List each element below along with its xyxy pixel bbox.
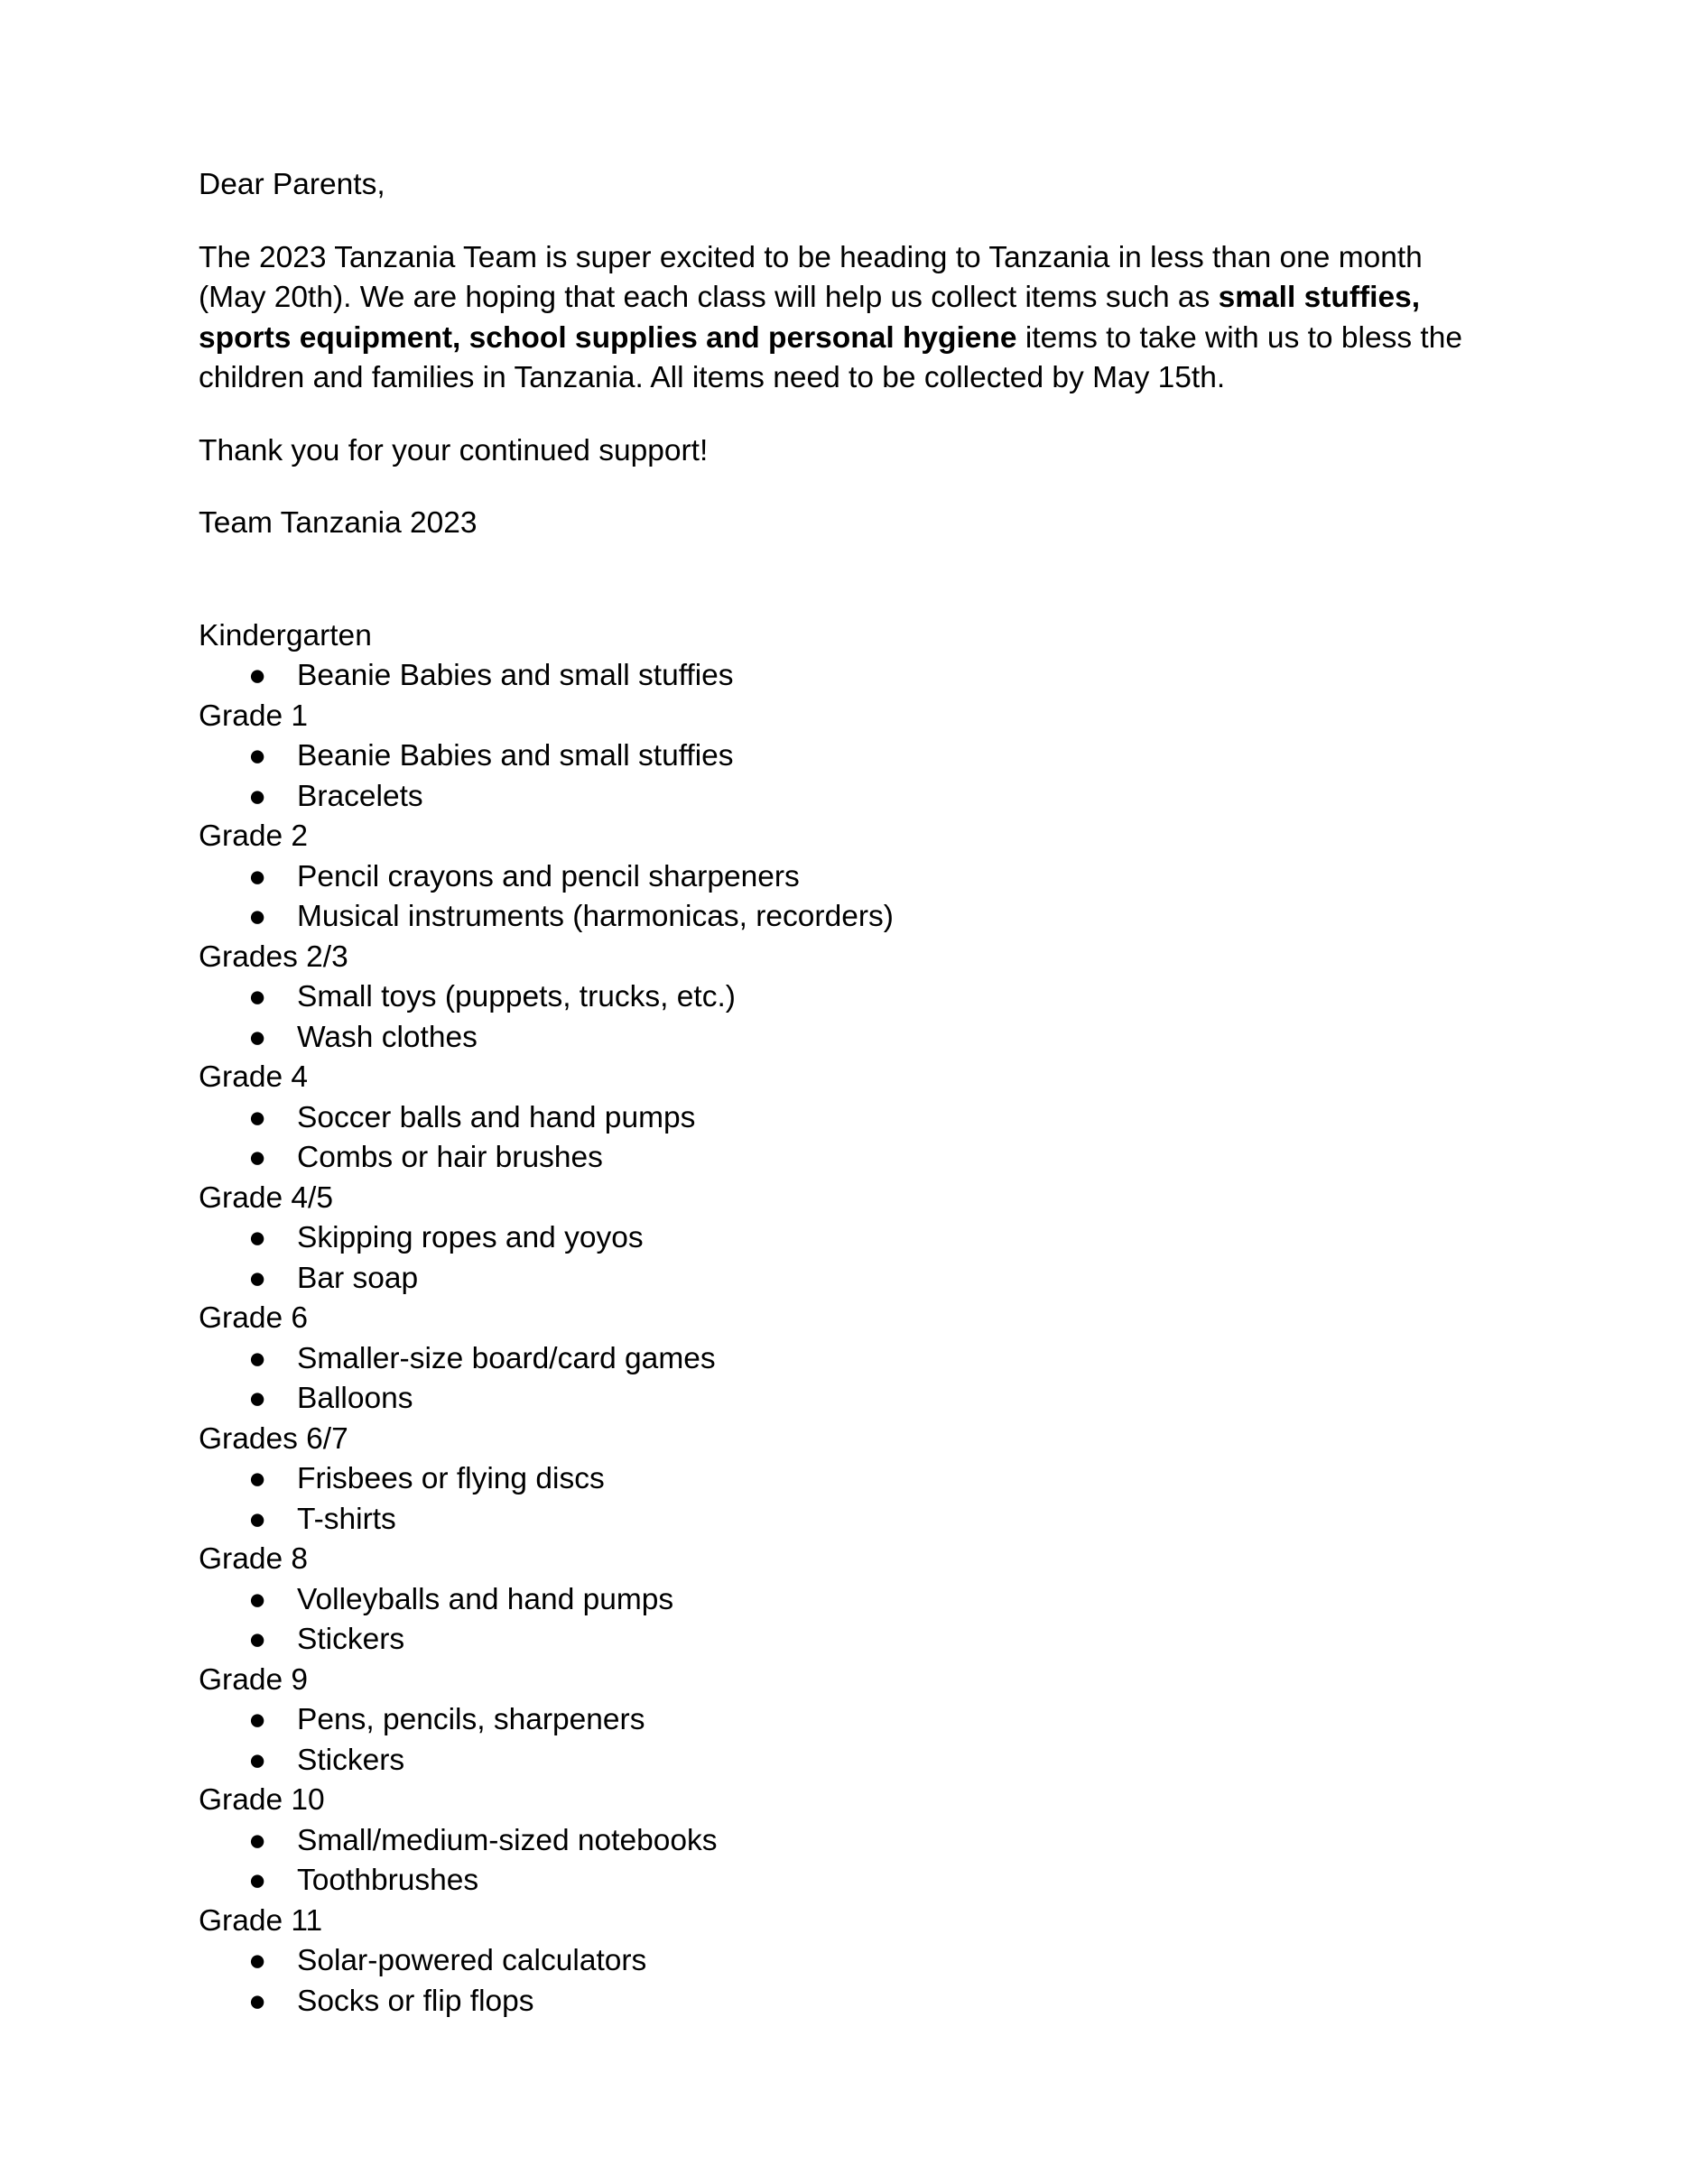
- list-item: [199, 1018, 1489, 1059]
- list-item-text: Smaller-size board/card games: [297, 1341, 716, 1375]
- list-item-text: Stickers: [297, 1623, 405, 1656]
- grade-heading: Grade 4: [199, 1060, 309, 1094]
- list-item: [199, 1741, 1489, 1781]
- grade-section: [199, 938, 1489, 1059]
- bullet-icon: ●: [248, 1984, 267, 2018]
- list-item: [199, 1259, 1489, 1300]
- item-list: [199, 1339, 1489, 1420]
- bullet-icon: ●: [248, 1341, 267, 1375]
- list-item: [199, 977, 1489, 1018]
- grade-section: [199, 1781, 1489, 1902]
- list-item-text: Pens, pencils, sharpeners: [297, 1703, 645, 1736]
- bullet-icon: ●: [248, 1743, 267, 1777]
- list-item: [199, 857, 1489, 898]
- list-item-text: Musical instruments (harmonicas, recorders): [297, 900, 894, 933]
- list-item: [199, 1500, 1489, 1541]
- grade-heading: Grade 8: [199, 1542, 309, 1576]
- thanks-line: Thank you for your continued support!: [199, 433, 709, 467]
- list-item-text: Socks or flip flops: [297, 1984, 534, 2018]
- list-item-text: Solar-powered calculators: [297, 1944, 647, 1977]
- grade-list: [199, 616, 1489, 2022]
- list-item: [199, 1098, 1489, 1139]
- bullet-icon: ●: [248, 900, 267, 933]
- bullet-icon: ●: [248, 739, 267, 773]
- bullet-icon: ●: [248, 1944, 267, 1977]
- list-item-text: Skipping ropes and yoyos: [297, 1221, 644, 1254]
- intro-bold-items: small stuffies, sports equipment, school supplies and personal hygiene: [199, 281, 1421, 355]
- list-item: [199, 1861, 1489, 1902]
- item-list: [199, 1218, 1489, 1299]
- bullet-icon: ●: [248, 1823, 267, 1857]
- bullet-icon: ●: [248, 980, 267, 1013]
- list-item: [199, 1138, 1489, 1179]
- list-item: [199, 1982, 1489, 2022]
- bullet-icon: ●: [248, 1623, 267, 1656]
- bullet-icon: ●: [248, 659, 267, 692]
- document-page: [199, 165, 1489, 2022]
- grade-section: [199, 817, 1489, 938]
- bullet-icon: ●: [248, 1261, 267, 1295]
- item-list: [199, 1821, 1489, 1902]
- list-item: [199, 1700, 1489, 1741]
- intro-text-start: The 2023 Tanzania Team is super excited to be heading to Tanzania in less than one month (May 20th). We are hoping that each class will help us collect items such as: [199, 240, 1423, 314]
- item-list: [199, 1700, 1489, 1781]
- grade-section: [199, 1902, 1489, 2022]
- grade-heading: Grades 2/3: [199, 939, 348, 974]
- grade-section: [199, 616, 1489, 697]
- grade-heading: Grade 1: [199, 699, 309, 733]
- greeting: Dear Parents,: [199, 168, 385, 201]
- list-item: [199, 1339, 1489, 1380]
- list-item: [199, 777, 1489, 818]
- list-item-text: Balloons: [297, 1382, 413, 1415]
- item-list: [199, 977, 1489, 1058]
- list-item-text: Small toys (puppets, trucks, etc.): [297, 980, 736, 1013]
- list-item: [199, 1941, 1489, 1982]
- grade-section: [199, 697, 1489, 818]
- signature: Team Tanzania 2023: [199, 506, 478, 540]
- grade-section: [199, 1179, 1489, 1300]
- list-item: [199, 1620, 1489, 1661]
- item-list: [199, 1098, 1489, 1179]
- grade-section: [199, 1661, 1489, 1781]
- grade-heading: Grade 9: [199, 1662, 309, 1697]
- list-item: [199, 1218, 1489, 1259]
- bullet-icon: ●: [248, 1100, 267, 1134]
- grade-section: [199, 1540, 1489, 1661]
- list-item-text: Toothbrushes: [297, 1864, 479, 1897]
- bullet-icon: ●: [248, 779, 267, 813]
- item-list: [199, 656, 1489, 697]
- list-item-text: Bar soap: [297, 1261, 419, 1295]
- grade-section: [199, 1058, 1489, 1179]
- bullet-icon: ●: [248, 1141, 267, 1174]
- list-item: [199, 1379, 1489, 1420]
- intro-paragraph: [199, 238, 1489, 399]
- intro-text-end: items to take with us to bless the children and families in Tanzania. All items need to be collected by May 15th.: [199, 320, 1462, 394]
- list-item-text: Stickers: [297, 1743, 405, 1777]
- bullet-icon: ●: [248, 1502, 267, 1536]
- list-item-text: Volleyballs and hand pumps: [297, 1582, 674, 1616]
- bullet-icon: ●: [248, 1221, 267, 1254]
- list-item: [199, 1459, 1489, 1500]
- item-list: [199, 1941, 1489, 2022]
- bullet-icon: ●: [248, 1582, 267, 1616]
- grade-heading: Kindergarten: [199, 618, 372, 652]
- bullet-icon: ●: [248, 1020, 267, 1054]
- bullet-icon: ●: [248, 1462, 267, 1495]
- grade-section: [199, 1420, 1489, 1541]
- list-item-text: Combs or hair brushes: [297, 1141, 603, 1174]
- bullet-icon: ●: [248, 1864, 267, 1897]
- grade-heading: Grades 6/7: [199, 1421, 348, 1456]
- item-list: [199, 736, 1489, 817]
- list-item-text: Wash clothes: [297, 1020, 478, 1054]
- item-list: [199, 1459, 1489, 1540]
- list-item: [199, 897, 1489, 938]
- list-item-text: Beanie Babies and small stuffies: [297, 659, 734, 692]
- list-item-text: Pencil crayons and pencil sharpeners: [297, 859, 800, 893]
- bullet-icon: ●: [248, 1382, 267, 1415]
- list-item-text: T-shirts: [297, 1502, 396, 1536]
- list-item: [199, 656, 1489, 697]
- grade-heading: Grade 11: [199, 1903, 323, 1938]
- list-item-text: Small/medium-sized notebooks: [297, 1823, 718, 1857]
- list-item: [199, 1821, 1489, 1862]
- grade-heading: Grade 4/5: [199, 1180, 333, 1215]
- list-item-text: Frisbees or flying discs: [297, 1462, 605, 1495]
- list-item: [199, 736, 1489, 777]
- grade-heading: Grade 6: [199, 1301, 309, 1335]
- list-item-text: Soccer balls and hand pumps: [297, 1100, 696, 1134]
- list-item: [199, 1580, 1489, 1621]
- item-list: [199, 857, 1489, 938]
- grade-section: [199, 1299, 1489, 1420]
- bullet-icon: ●: [248, 859, 267, 893]
- list-item-text: Bracelets: [297, 779, 423, 813]
- bullet-icon: ●: [248, 1703, 267, 1736]
- grade-heading: Grade 10: [199, 1783, 325, 1817]
- grade-heading: Grade 2: [199, 819, 309, 853]
- item-list: [199, 1580, 1489, 1661]
- list-item-text: Beanie Babies and small stuffies: [297, 739, 734, 773]
